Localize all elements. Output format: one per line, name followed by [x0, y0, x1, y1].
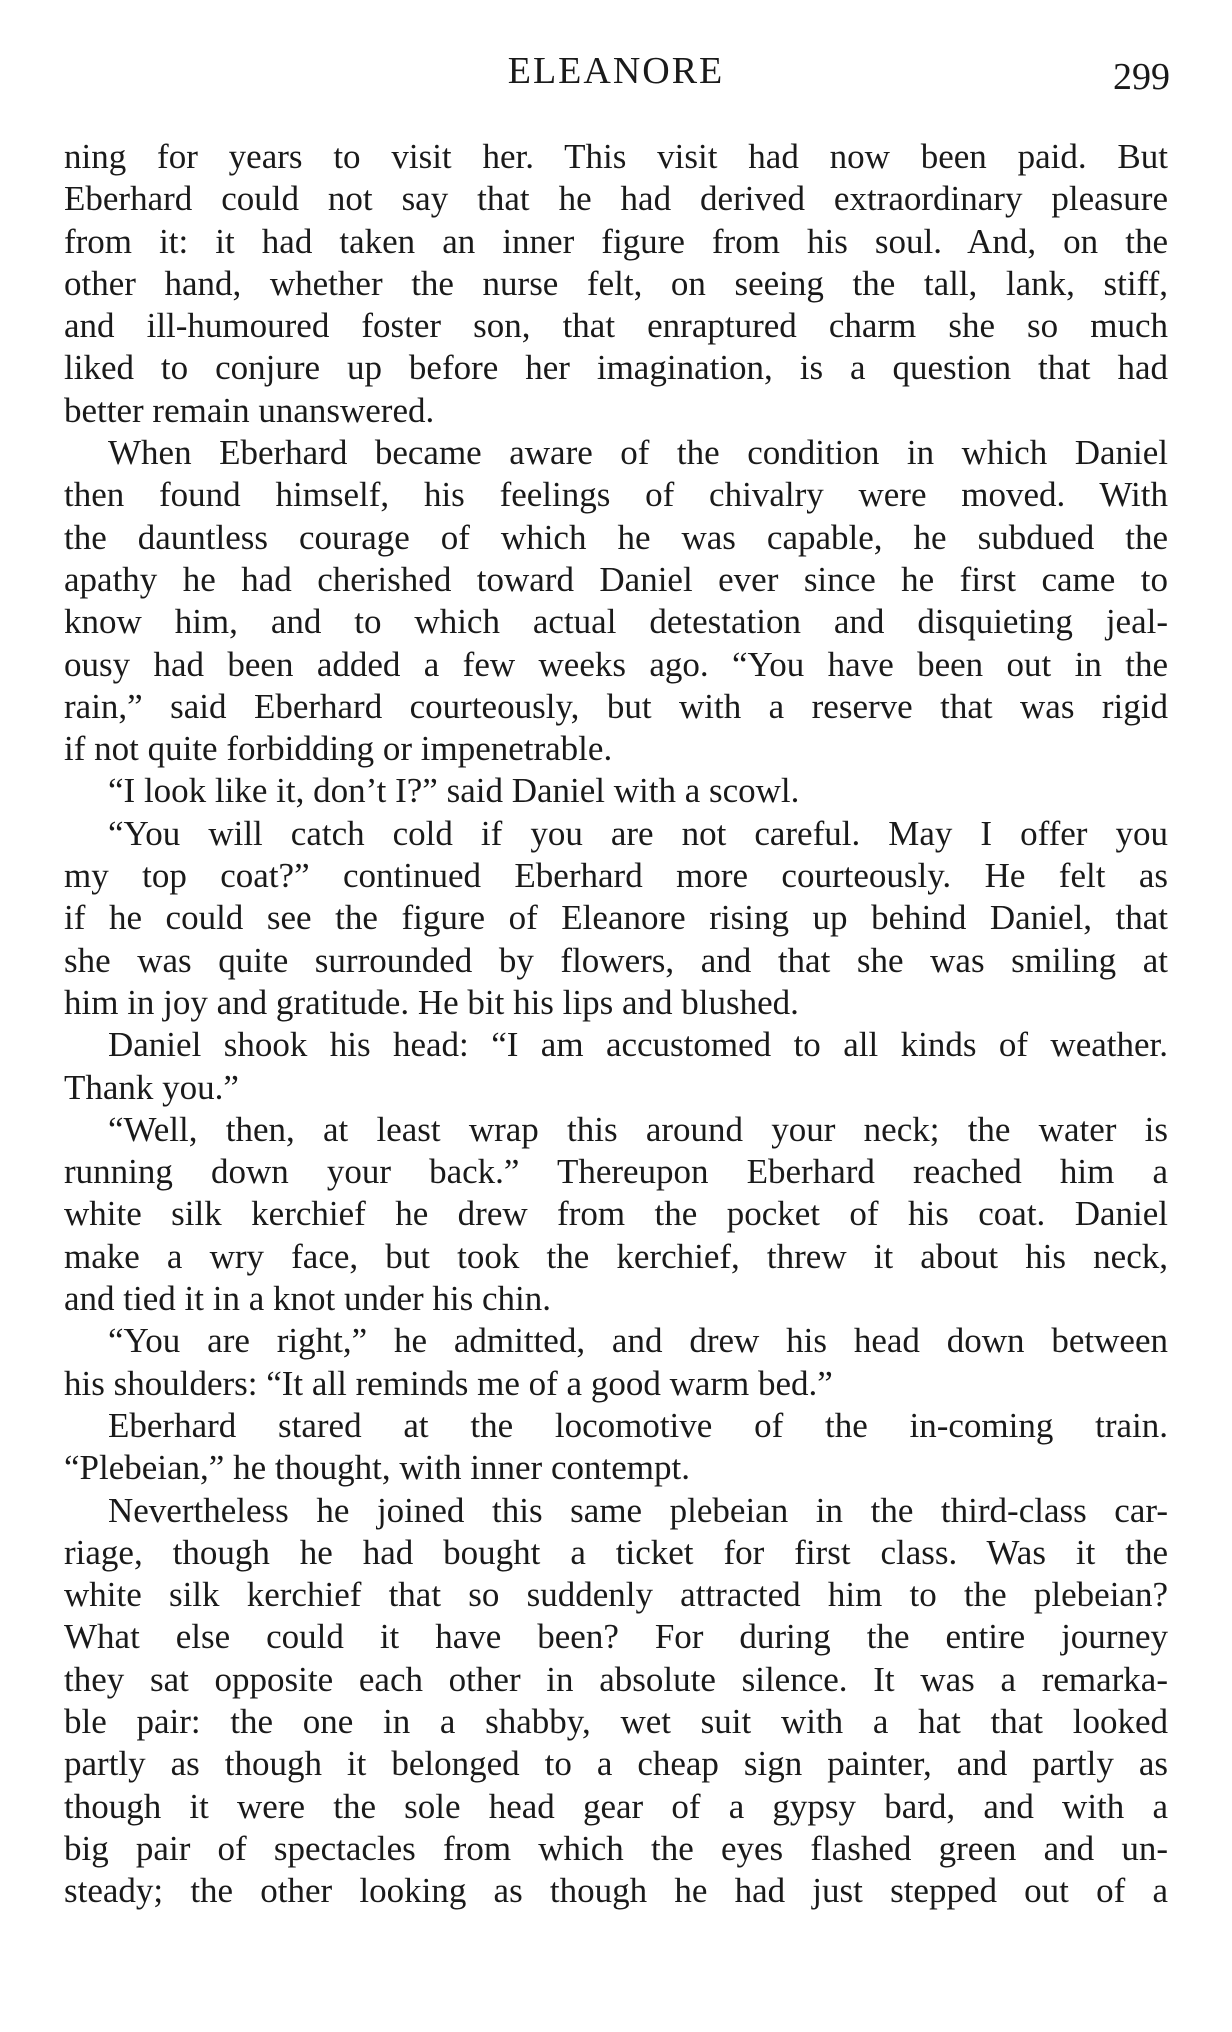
text-line: Eberhard stared at the locomotive of the in-coming train.	[108, 1405, 1168, 1445]
text-line: white silk kerchief that so suddenly attracted him to the plebeian?	[64, 1575, 1168, 1615]
text-line: steady; the other looking as though he had just stepped out of a	[64, 1871, 1168, 1911]
page-number: 299	[1113, 56, 1170, 98]
text-line: apathy he had cherished toward Daniel ever since he first came to	[64, 559, 1168, 599]
text-line: make a wry face, but took the kerchief, threw it about his neck,	[64, 1236, 1168, 1276]
text-line: running down your back.” Thereupon Eberhard reached him a	[64, 1152, 1168, 1192]
text-line: ble pair: the one in a shabby, wet suit with a hat that looked	[64, 1701, 1168, 1741]
text-line: Daniel shook his head: “I am accustomed to all kinds of weather.	[108, 1025, 1168, 1065]
text-line: riage, though he had bought a ticket for first class. Was it the	[64, 1532, 1168, 1572]
text-line: liked to conjure up before her imagination, is a question that had	[64, 348, 1168, 388]
text-line: Thank you.”	[64, 1067, 239, 1107]
text-line: from it: it had taken an inner figure from his soul. And, on the	[64, 221, 1168, 261]
text-line: him in joy and gratitude. He bit his lips and blushed.	[64, 982, 799, 1022]
text-line: ning for years to visit her. This visit had now been paid. But	[64, 137, 1168, 176]
text-line: if not quite forbidding or impenetrable.	[64, 729, 613, 769]
text-line: “I look like it, don’t I?” said Daniel with a scowl.	[108, 771, 800, 811]
text-line: know him, and to which actual detestation and disquieting jeal-	[64, 602, 1168, 642]
text-line: “Plebeian,” he thought, with inner contempt.	[64, 1448, 690, 1488]
text-line: big pair of spectacles from which the eyes flashed green and un-	[64, 1828, 1168, 1868]
text-line: the dauntless courage of which he was capable, he subdued the	[64, 517, 1168, 557]
text-line: his shoulders: “It all reminds me of a good warm bed.”	[64, 1363, 833, 1403]
text-line: then found himself, his feelings of chivalry were moved. With	[64, 475, 1168, 515]
text-line: “You will catch cold if you are not careful. May I offer you	[108, 813, 1168, 853]
text-line: Eberhard could not say that he had derived extraordinary pleasure	[64, 179, 1168, 219]
text-line: partly as though it belonged to a cheap sign painter, and partly as	[64, 1744, 1168, 1784]
text-line: white silk kerchief he drew from the pocket of his coat. Daniel	[64, 1194, 1168, 1234]
text-line: other hand, whether the nurse felt, on seeing the tall, lank, stiff,	[64, 263, 1168, 303]
text-line: Nevertheless he joined this same plebeian in the third-class car-	[108, 1490, 1168, 1530]
text-line: What else could it have been? For during the entire journey	[64, 1617, 1168, 1657]
text-line: “You are right,” he admitted, and drew his head down between	[108, 1321, 1168, 1361]
text-line: they sat opposite each other in absolute silence. It was a remarka-	[64, 1659, 1168, 1699]
text-line: When Eberhard became aware of the condition in which Daniel	[108, 433, 1168, 473]
text-line: she was quite surrounded by flowers, and that she was smiling at	[64, 940, 1168, 980]
text-line: and ill-humoured foster son, that enraptured charm she so much	[64, 306, 1168, 346]
text-line: ousy had been added a few weeks ago. “You have been out in the	[64, 644, 1168, 684]
text-line: “Well, then, at least wrap this around your neck; the water is	[108, 1109, 1168, 1149]
body-text	[64, 136, 1168, 1912]
text-line: if he could see the figure of Eleanore rising up behind Daniel, that	[64, 898, 1168, 938]
text-line: though it were the sole head gear of a gypsy bard, and with a	[64, 1786, 1168, 1826]
text-line: and tied it in a knot under his chin.	[64, 1279, 551, 1319]
text-line: my top coat?” continued Eberhard more courteously. He felt as	[64, 856, 1168, 896]
running-title: ELEANORE	[507, 50, 725, 92]
text-line: rain,” said Eberhard courteously, but with a reserve that was rigid	[64, 686, 1168, 726]
text-line: better remain unanswered.	[64, 390, 435, 430]
